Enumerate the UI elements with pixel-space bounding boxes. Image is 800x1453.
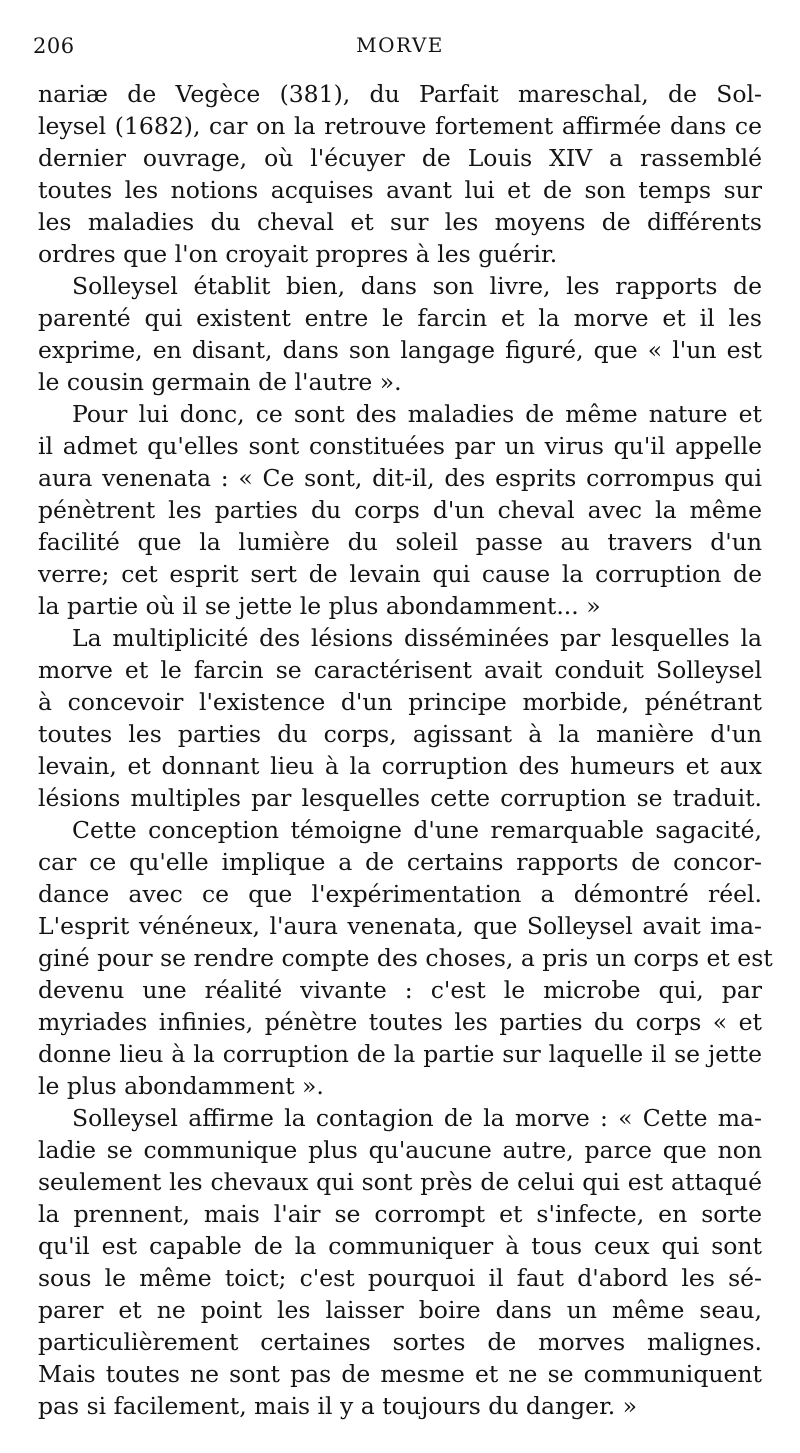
text-line: leysel (1682), car on la retrouve fortement affirmée dans ce	[38, 112, 762, 140]
text-line: verre; cet esprit sert de levain qui cause la corruption de	[38, 560, 762, 588]
text-line: donne lieu à la corruption de la partie sur laquelle il se jette	[38, 1040, 762, 1068]
text-line: seulement les chevaux qui sont près de celui qui est attaqué	[38, 1168, 762, 1196]
page-number: 206	[33, 34, 75, 58]
text-line: sous le même toict; c'est pourquoi il faut d'abord les sé-	[38, 1264, 762, 1292]
text-line: les maladies du cheval et sur les moyens de différents	[38, 208, 762, 236]
text-line: pas si facilement, mais il y a toujours du danger. »	[38, 1392, 638, 1420]
text-line: facilité que la lumière du soleil passe au travers d'un	[38, 528, 762, 556]
text-line: toutes les parties du corps, agissant à la manière d'un	[38, 720, 762, 748]
text-line: aura venenata : « Ce sont, dit-il, des esprits corrompus qui	[38, 464, 762, 492]
text-line: nariæ de Vegèce (381), du Parfait mareschal, de Sol-	[38, 80, 762, 108]
text-line: le cousin germain de l'autre ».	[38, 368, 402, 396]
paragraph-first-line: Solleysel affirme la contagion de la morve : « Cette ma-	[72, 1104, 762, 1132]
text-line: levain, et donnant lieu à la corruption des humeurs et aux	[38, 752, 762, 780]
text-line: myriades infinies, pénètre toutes les parties du corps « et	[38, 1008, 762, 1036]
text-line: giné pour se rendre compte des choses, a pris un corps et est	[38, 944, 773, 972]
text-line: Mais toutes ne sont pas de mesme et ne se communiquent	[38, 1360, 762, 1388]
text-line: particulièrement certaines sortes de morves malignes.	[38, 1328, 762, 1356]
text-line: qu'il est capable de la communiquer à tous ceux qui sont	[38, 1232, 762, 1260]
text-line: ladie se communique plus qu'aucune autre, parce que non	[38, 1136, 762, 1164]
text-line: lésions multiples par lesquelles cette corruption se traduit.	[38, 784, 762, 812]
text-line: parer et ne point les laisser boire dans un même seau,	[38, 1296, 762, 1324]
text-line: dance avec ce que l'expérimentation a démontré réel.	[38, 880, 762, 908]
text-line: ordres que l'on croyait propres à les guérir.	[38, 240, 558, 268]
text-line: exprime, en disant, dans son langage figuré, que « l'un est	[38, 336, 762, 364]
text-line: L'esprit vénéneux, l'aura venenata, que Solleysel avait ima-	[38, 912, 762, 940]
text-line: parenté qui existent entre le farcin et la morve et il les	[38, 304, 762, 332]
text-line: car ce qu'elle implique a de certains rapports de concor-	[38, 848, 762, 876]
paragraph-first-line: Pour lui donc, ce sont des maladies de même nature et	[72, 400, 762, 428]
text-line: pénètrent les parties du corps d'un cheval avec la même	[38, 496, 762, 524]
text-line: la partie où il se jette le plus abondamment... »	[38, 592, 601, 620]
text-line: dernier ouvrage, où l'écuyer de Louis XIV a rassemblé	[38, 144, 762, 172]
text-line: il admet qu'elles sont constituées par un virus qu'il appelle	[38, 432, 762, 460]
paragraph-first-line: Solleysel établit bien, dans son livre, les rapports de	[72, 272, 762, 300]
paragraph-first-line: La multiplicité des lésions disséminées par lesquelles la	[72, 624, 762, 652]
text-line: toutes les notions acquises avant lui et de son temps sur	[38, 176, 762, 204]
paragraph-first-line: Cette conception témoigne d'une remarquable sagacité,	[72, 816, 762, 844]
page-header	[0, 30, 800, 62]
text-line: devenu une réalité vivante : c'est le microbe qui, par	[38, 976, 762, 1004]
text-line: la prennent, mais l'air se corrompt et s'infecte, en sorte	[38, 1200, 762, 1228]
text-line: morve et le farcin se caractérisent avait conduit Solleysel	[38, 656, 762, 684]
text-line: le plus abondamment ».	[38, 1072, 324, 1100]
running-title: MORVE	[356, 33, 444, 57]
text-line: à concevoir l'existence d'un principe morbide, pénétrant	[38, 688, 762, 716]
